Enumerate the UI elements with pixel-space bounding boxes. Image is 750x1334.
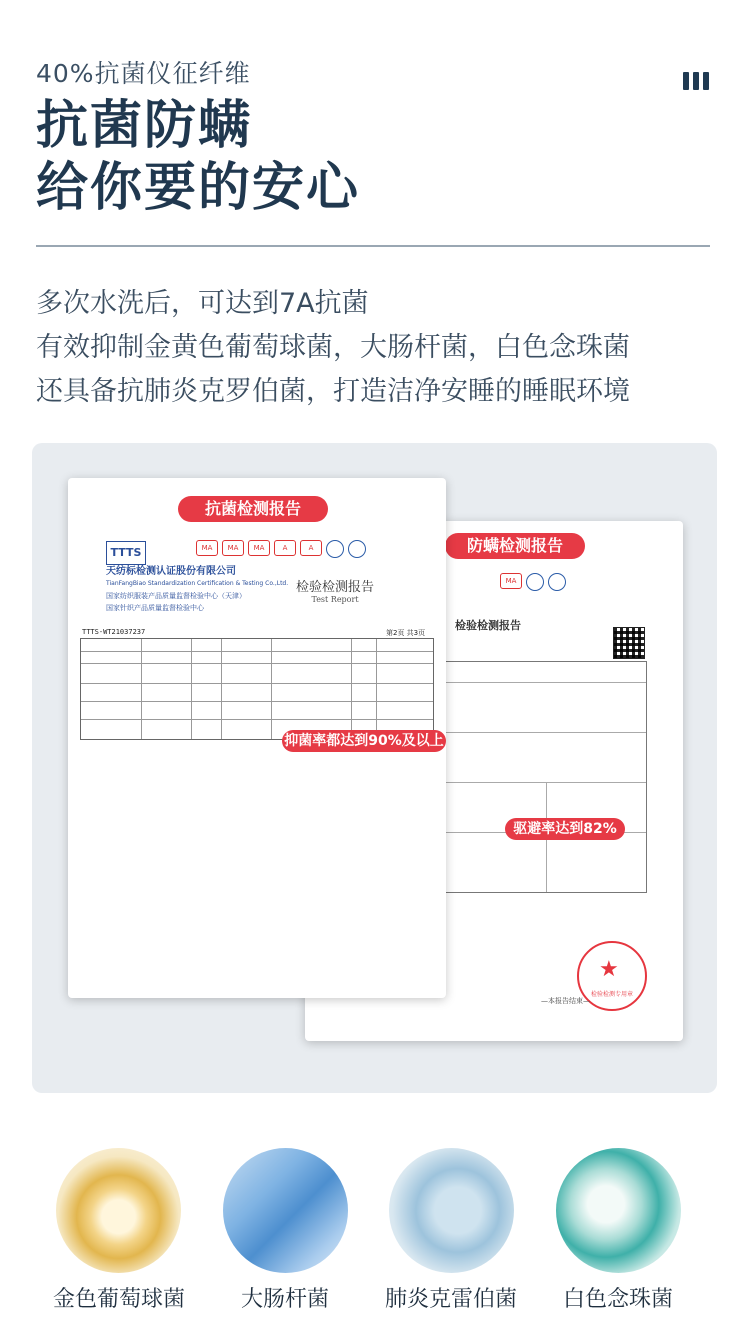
subtitle: 40%抗菌仪征纤维 [36, 59, 251, 88]
cma-icon: MA [222, 540, 244, 556]
cal-icon: A [274, 540, 296, 556]
bacteria-label: 白色念珠菌 [562, 1287, 673, 1312]
page-number: 第2页 共3页 [386, 629, 426, 637]
klebsiella-image [389, 1148, 514, 1273]
results-table [80, 638, 434, 740]
title-line-1: 抗菌防螨 [36, 96, 253, 156]
description-line: 多次水洗后，可达到7A抗菌 [36, 288, 369, 319]
cnas-icon [526, 573, 544, 591]
divider [36, 245, 710, 247]
antibacterial-rate-highlight: 抑菌率都达到90%及以上 [282, 730, 446, 752]
title-line-2: 给你要的安心 [36, 158, 361, 218]
menu-icon[interactable] [683, 72, 709, 90]
bacteria-label: 金色葡萄球菌 [52, 1287, 185, 1312]
page-title [36, 95, 360, 219]
bacteria-label: 肺炎克雷伯菌 [384, 1287, 517, 1312]
qr-code-icon [613, 627, 645, 659]
report-number: TTTS-WT21037237 [82, 628, 146, 636]
report-heading: 检验检测报告 Test Report [296, 580, 375, 604]
ilac-icon [548, 573, 566, 591]
back-report-heading: 检验检测报告 [455, 619, 521, 632]
cal-icon: A [300, 540, 322, 556]
repellent-rate-highlight: 驱避率达到82% [505, 818, 625, 840]
description-line: 还具备抗肺炎克罗伯菌，打造洁净安睡的睡眠环境 [36, 376, 630, 407]
bacteria-label: 大肠杆菌 [240, 1287, 329, 1312]
cma-icon: MA [196, 540, 218, 556]
report-end-text: —本报告结束— [541, 997, 590, 1005]
ttts-logo: TTTS [106, 541, 146, 565]
ilac-icon [326, 540, 344, 558]
anti-mite-report-tag: 防螨检测报告 [445, 533, 585, 559]
cma-icon: MA [248, 540, 270, 556]
description-line: 有效抑制金黄色葡萄球菌，大肠杆菌，白色念珠菌 [36, 332, 630, 363]
antibacterial-report-tag: 抗菌检测报告 [178, 496, 328, 522]
official-stamp: ★ 检验检测专用章 [577, 941, 647, 1011]
back-report-table [445, 661, 647, 893]
cma-icon: MA [500, 573, 522, 589]
test-organization: 天纺标检测认证股份有限公司 TianFangBiao Standardization Certification & Testing Co.,Ltd. 国家纺织服装产品质量监督检验中心（天津） 国家针织产品质量监督检验中心 [106, 566, 289, 612]
cert-marks [500, 573, 566, 591]
candida-image [556, 1148, 681, 1273]
staphylococcus-image [56, 1148, 181, 1273]
cert-marks [196, 540, 366, 558]
description [36, 282, 630, 414]
cnas-icon [348, 540, 366, 558]
ecoli-image [223, 1148, 348, 1273]
